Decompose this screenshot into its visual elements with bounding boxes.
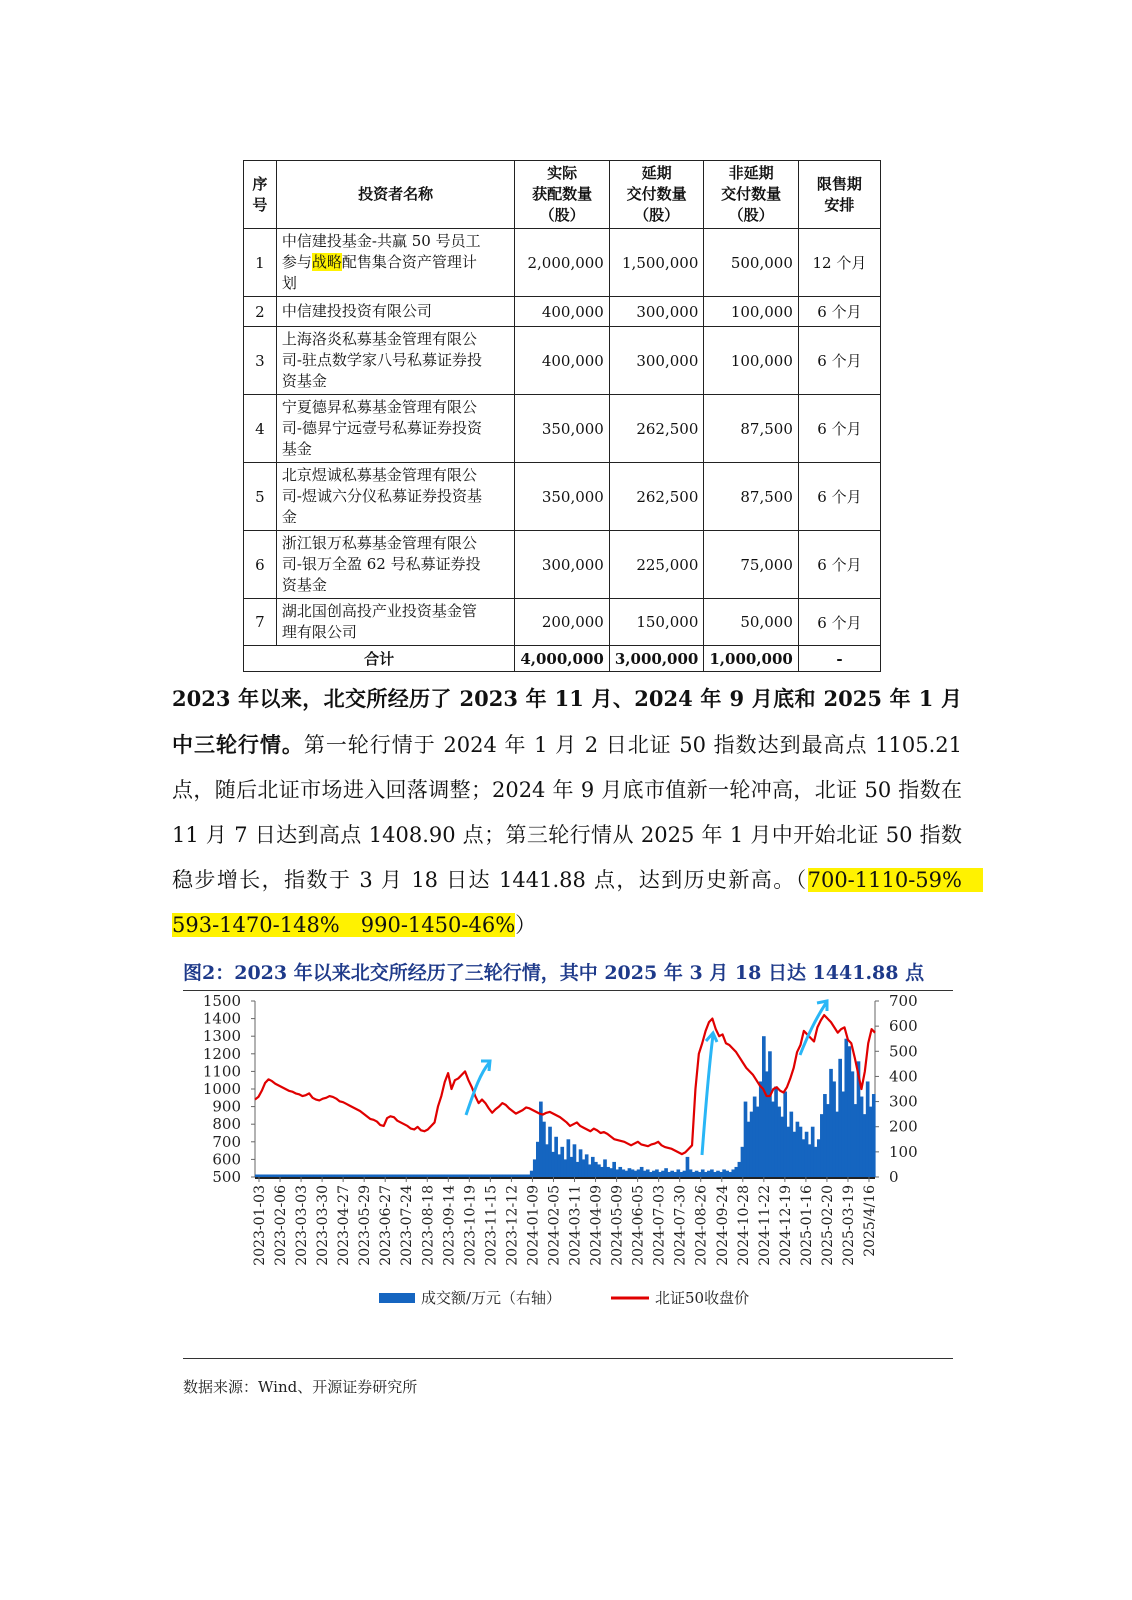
row-actual: 2,000,000 xyxy=(515,229,610,297)
table-row xyxy=(244,327,881,395)
volume-bar xyxy=(872,1094,876,1177)
x-tick-label: 2023-05-29 xyxy=(357,1185,374,1266)
right-tick-label: 600 xyxy=(889,1017,918,1036)
total-label: 合计 xyxy=(244,646,515,672)
table-row xyxy=(244,599,881,646)
x-tick-label: 2024-06-05 xyxy=(630,1185,647,1266)
x-tick-label: 2023-06-27 xyxy=(378,1185,395,1266)
table-row xyxy=(244,297,881,327)
right-tick-label: 500 xyxy=(889,1042,918,1061)
volume-bars xyxy=(255,1036,876,1177)
x-tick-label: 2023-02-06 xyxy=(273,1185,290,1266)
row-deferred: 300,000 xyxy=(609,327,704,395)
row-actual: 400,000 xyxy=(515,327,610,395)
header-deferred-quantity: 延期 交付数量 （股） xyxy=(609,161,704,229)
right-tick-label: 0 xyxy=(889,1168,899,1186)
note-open: （ xyxy=(795,868,808,892)
left-tick-label: 1000 xyxy=(202,1080,241,1098)
row-deferred: 225,000 xyxy=(609,531,704,599)
x-tick-label: 2024-12-19 xyxy=(777,1185,794,1266)
table-row xyxy=(244,463,881,531)
row-no: 3 xyxy=(244,327,277,395)
row-no: 1 xyxy=(244,229,277,297)
row-deferred: 1,500,000 xyxy=(609,229,704,297)
row-actual: 200,000 xyxy=(515,599,610,646)
left-tick-label: 500 xyxy=(212,1168,241,1186)
left-tick-label: 1200 xyxy=(202,1044,241,1063)
figure-top-rule xyxy=(183,990,953,991)
chart-legend xyxy=(379,1289,749,1307)
header-no: 序 号 xyxy=(244,161,277,229)
x-tick-label: 2023-09-14 xyxy=(441,1185,458,1266)
row-actual: 300,000 xyxy=(515,531,610,599)
row-no: 5 xyxy=(244,463,277,531)
figure-bottom-rule xyxy=(183,1358,953,1359)
row-investor-name: 中信建投基金-共赢 50 号员工 参与战略配售集合资产管理计 划 xyxy=(276,229,514,297)
x-tick-label: 2024-11-22 xyxy=(756,1185,773,1266)
row-non-deferred: 500,000 xyxy=(704,229,799,297)
x-tick-label: 2023-10-19 xyxy=(462,1185,479,1266)
x-tick-label: 2024-05-09 xyxy=(609,1185,626,1266)
highlight-mark: 战略 xyxy=(311,253,342,271)
row-investor-name: 浙江银万私募基金管理有限公 司-银万全盈 62 号私募证券投 资基金 xyxy=(276,531,514,599)
chart-axes xyxy=(203,995,918,1266)
table-row xyxy=(244,229,881,297)
x-tick-label: 2025-01-16 xyxy=(798,1185,815,1266)
table-header-row xyxy=(244,161,881,229)
table-row xyxy=(244,395,881,463)
x-tick-label: 2025-03-19 xyxy=(840,1185,857,1266)
x-tick-label: 2024-03-11 xyxy=(567,1185,584,1266)
x-tick-label: 2023-12-12 xyxy=(504,1185,521,1266)
right-tick-label: 200 xyxy=(889,1117,918,1136)
row-actual: 400,000 xyxy=(515,297,610,327)
row-deferred: 150,000 xyxy=(609,599,704,646)
placement-table xyxy=(243,160,881,672)
row-lockup: 6 个月 xyxy=(798,327,880,395)
total-deferred: 3,000,000 xyxy=(609,646,704,672)
x-tick-label: 2024-04-09 xyxy=(588,1185,605,1266)
right-tick-label: 400 xyxy=(889,1067,918,1086)
table-row xyxy=(244,531,881,599)
right-tick-label: 700 xyxy=(889,995,918,1010)
left-tick-label: 700 xyxy=(212,1132,241,1151)
row-non-deferred: 100,000 xyxy=(704,327,799,395)
left-tick-label: 1500 xyxy=(202,995,241,1010)
paragraph-lead: 2023 年以来，北交所经历了 2023 年 11 月、2024 年 9 月底和 2025 年 1 月中三轮行情。 xyxy=(172,686,962,757)
header-non-deferred-quantity: 非延期 交付数量 （股） xyxy=(704,161,799,229)
x-tick-label: 2025/4/16 xyxy=(862,1185,878,1257)
header-lockup: 限售期 安排 xyxy=(798,161,880,229)
row-lockup: 6 个月 xyxy=(798,599,880,646)
right-tick-label: 100 xyxy=(889,1142,918,1161)
row-no: 7 xyxy=(244,599,277,646)
left-tick-label: 900 xyxy=(212,1097,241,1116)
left-tick-label: 1400 xyxy=(202,1009,241,1028)
x-tick-label: 2024-07-03 xyxy=(651,1185,668,1266)
row-non-deferred: 50,000 xyxy=(704,599,799,646)
x-tick-label: 2023-01-03 xyxy=(252,1185,268,1266)
row-investor-name: 中信建投投资有限公司 xyxy=(276,297,514,327)
legend-label-volume: 成交额/万元（右轴） xyxy=(421,1289,562,1307)
row-deferred: 300,000 xyxy=(609,297,704,327)
note-close: ） xyxy=(515,913,537,937)
x-tick-label: 2023-11-15 xyxy=(483,1185,500,1266)
row-no: 2 xyxy=(244,297,277,327)
figure-title: 图2：2023 年以来北交所经历了三轮行情，其中 2025 年 3 月 18 日达 1441.88 点 xyxy=(183,962,925,984)
row-deferred: 262,500 xyxy=(609,395,704,463)
header-investor-name: 投资者名称 xyxy=(276,161,514,229)
chart xyxy=(183,995,953,1345)
row-investor-name: 湖北国创高投产业投资基金管 理有限公司 xyxy=(276,599,514,646)
row-no: 6 xyxy=(244,531,277,599)
highlighted-note: 700-1110-59% 593-1470-148% 990-1450-46% xyxy=(172,868,983,937)
row-actual: 350,000 xyxy=(515,463,610,531)
x-tick-label: 2024-01-09 xyxy=(525,1185,542,1266)
row-lockup: 6 个月 xyxy=(798,531,880,599)
arrow-icon xyxy=(800,1003,826,1055)
legend-swatch-volume xyxy=(379,1293,415,1303)
row-lockup: 6 个月 xyxy=(798,463,880,531)
x-tick-label: 2024-09-24 xyxy=(714,1185,731,1266)
legend-label-price: 北证50收盘价 xyxy=(655,1289,750,1307)
arrow-icon xyxy=(702,1035,713,1155)
left-tick-label: 800 xyxy=(212,1115,241,1134)
row-investor-name: 北京煜诚私募基金管理有限公 司-煜诚六分仪私募证券投资基 金 xyxy=(276,463,514,531)
x-tick-label: 2024-07-30 xyxy=(672,1185,689,1266)
paragraph-body: 第一轮行情于 2024 年 1 月 2 日北证 50 指数达到最高点 1105.21 点，随后北证市场进入回落调整；2024 年 9 月底市值新一轮冲高，北证 50 指数在 11 月 7 日达到高点 1408.90 点；第三轮行情从 2025 年 1 月中开始北证 50 指数稳步增长，指数于 3 月 18 日达 1441.88 点，达到历史新高。 xyxy=(172,733,962,892)
table-total-row xyxy=(244,646,881,672)
total-actual: 4,000,000 xyxy=(515,646,610,672)
row-no: 4 xyxy=(244,395,277,463)
x-tick-label: 2023-03-03 xyxy=(294,1185,311,1266)
x-tick-label: 2024-02-05 xyxy=(546,1185,563,1266)
row-non-deferred: 87,500 xyxy=(704,463,799,531)
body-paragraph xyxy=(172,676,983,948)
left-tick-label: 1300 xyxy=(202,1027,241,1046)
row-investor-name: 宁夏德昇私募基金管理有限公 司-德昇宁远壹号私募证券投资 基金 xyxy=(276,395,514,463)
row-actual: 350,000 xyxy=(515,395,610,463)
row-lockup: 6 个月 xyxy=(798,297,880,327)
x-tick-label: 2023-07-24 xyxy=(399,1185,416,1266)
row-investor-name: 上海洛炎私募基金管理有限公 司-驻点数学家八号私募证券投 资基金 xyxy=(276,327,514,395)
row-non-deferred: 100,000 xyxy=(704,297,799,327)
row-lockup: 6 个月 xyxy=(798,395,880,463)
row-non-deferred: 87,500 xyxy=(704,395,799,463)
x-tick-label: 2023-04-27 xyxy=(336,1185,353,1266)
x-tick-label: 2023-03-30 xyxy=(315,1185,332,1266)
total-non-deferred: 1,000,000 xyxy=(704,646,799,672)
x-tick-label: 2025-02-20 xyxy=(819,1185,836,1266)
x-tick-label: 2024-08-26 xyxy=(693,1185,710,1266)
right-tick-label: 300 xyxy=(889,1092,918,1111)
row-non-deferred: 75,000 xyxy=(704,531,799,599)
x-tick-label: 2024-10-28 xyxy=(735,1185,752,1266)
arrow-icon xyxy=(466,1063,489,1115)
row-deferred: 262,500 xyxy=(609,463,704,531)
header-actual-quantity: 实际 获配数量 （股） xyxy=(515,161,610,229)
row-lockup: 12 个月 xyxy=(798,229,880,297)
figure-source: 数据来源：Wind、开源证券研究所 xyxy=(183,1378,418,1396)
x-tick-label: 2023-08-18 xyxy=(420,1185,437,1266)
total-lockup: - xyxy=(798,646,880,672)
left-tick-label: 600 xyxy=(212,1150,241,1169)
left-tick-label: 1100 xyxy=(202,1062,241,1081)
